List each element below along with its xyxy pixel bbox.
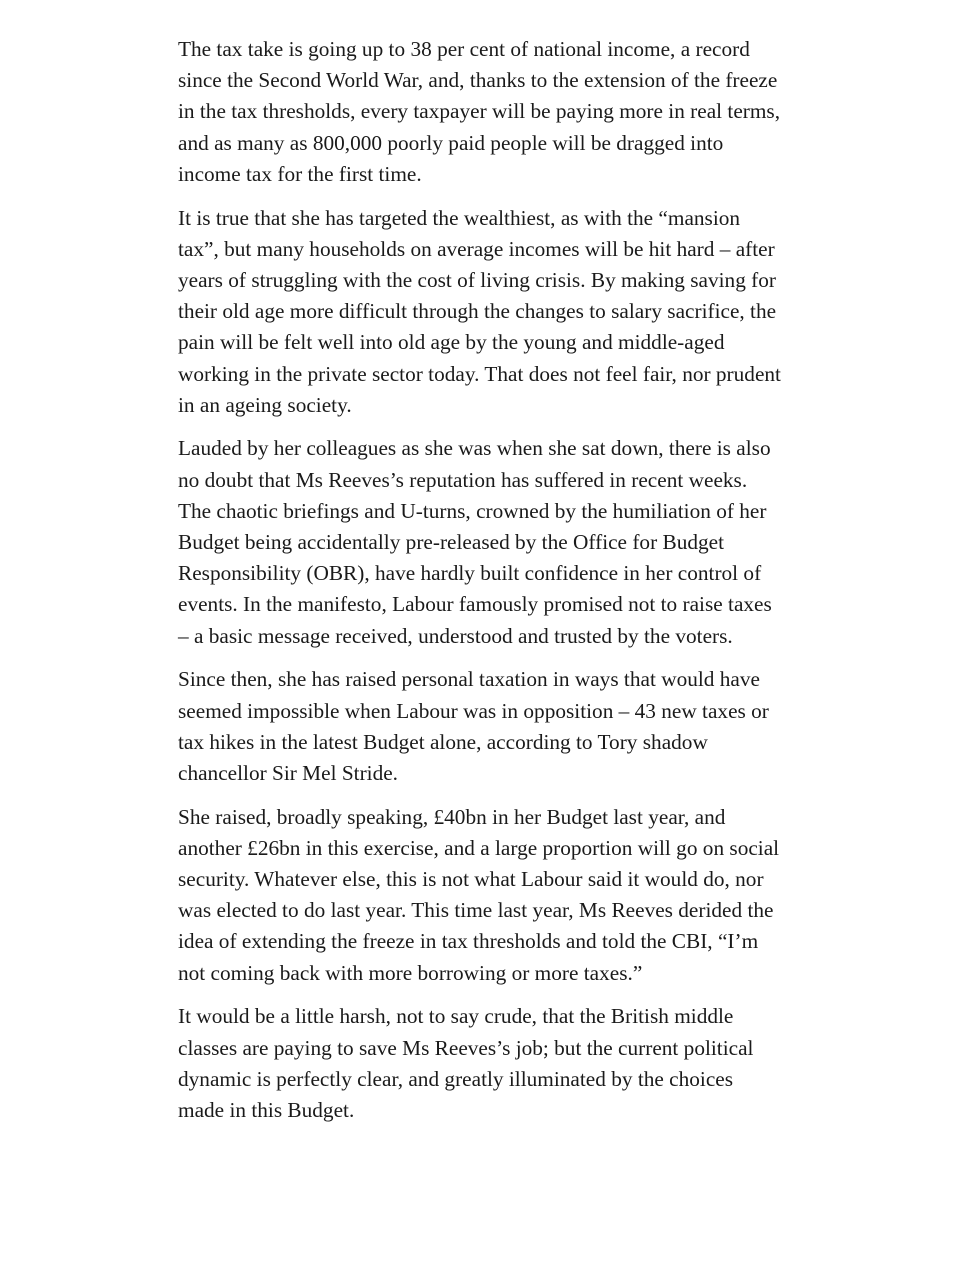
article-paragraph-1: The tax take is going up to 38 per cent of national income, a record since the Second World War, and, thanks to the extension of the freeze in the tax thresholds, every taxpayer will be paying more in real terms, and as many as 800,000 poorly paid people will be dragged into income tax for the first time. <box>178 37 781 186</box>
article-paragraph-3: Lauded by her colleagues as she was when she sat down, there is also no doubt that Ms Reeves’s reputation has suffered in recent weeks. The chaotic briefings and U-turns, crowned by the humiliation of her Budget being accidentally pre-released by the Office for Budget Responsibility (OBR), have hardly built confidence in her control of events. In the manifesto, Labour famously promised not to raise taxes – a basic message received, understood and trusted by the voters. <box>178 436 772 648</box>
article-paragraph-4: Since then, she has raised personal taxation in ways that would have seemed impossible when Labour was in opposition – 43 new taxes or tax hikes in the latest Budget alone, according to Tory shadow chancellor Sir Mel Stride. <box>178 667 769 785</box>
article-body <box>178 34 784 1139</box>
article-paragraph-6: It would be a little harsh, not to say crude, that the British middle classes are paying to save Ms Reeves’s job; but the current political dynamic is perfectly clear, and greatly illuminated by the choices made in this Budget. <box>178 1004 754 1122</box>
article-paragraph-5: She raised, broadly speaking, £40bn in her Budget last year, and another £26bn in this exercise, and a large proportion will go on social security. Whatever else, this is not what Labour said it would do, nor was elected to do last year. This time last year, Ms Reeves derided the idea of extending the freeze in tax thresholds and told the CBI, “I’m not coming back with more borrowing or more taxes.” <box>178 804 780 985</box>
article-paragraph-2: It is true that she has targeted the wealthiest, as with the “mansion tax”, but many households on average incomes will be hit hard – after years of struggling with the cost of living crisis. By making saving for their old age more difficult through the changes to salary sacrifice, the pain will be felt well into old age by the young and middle-aged working in the private sector today. That does not feel fair, nor prudent in an ageing society. <box>178 205 781 417</box>
